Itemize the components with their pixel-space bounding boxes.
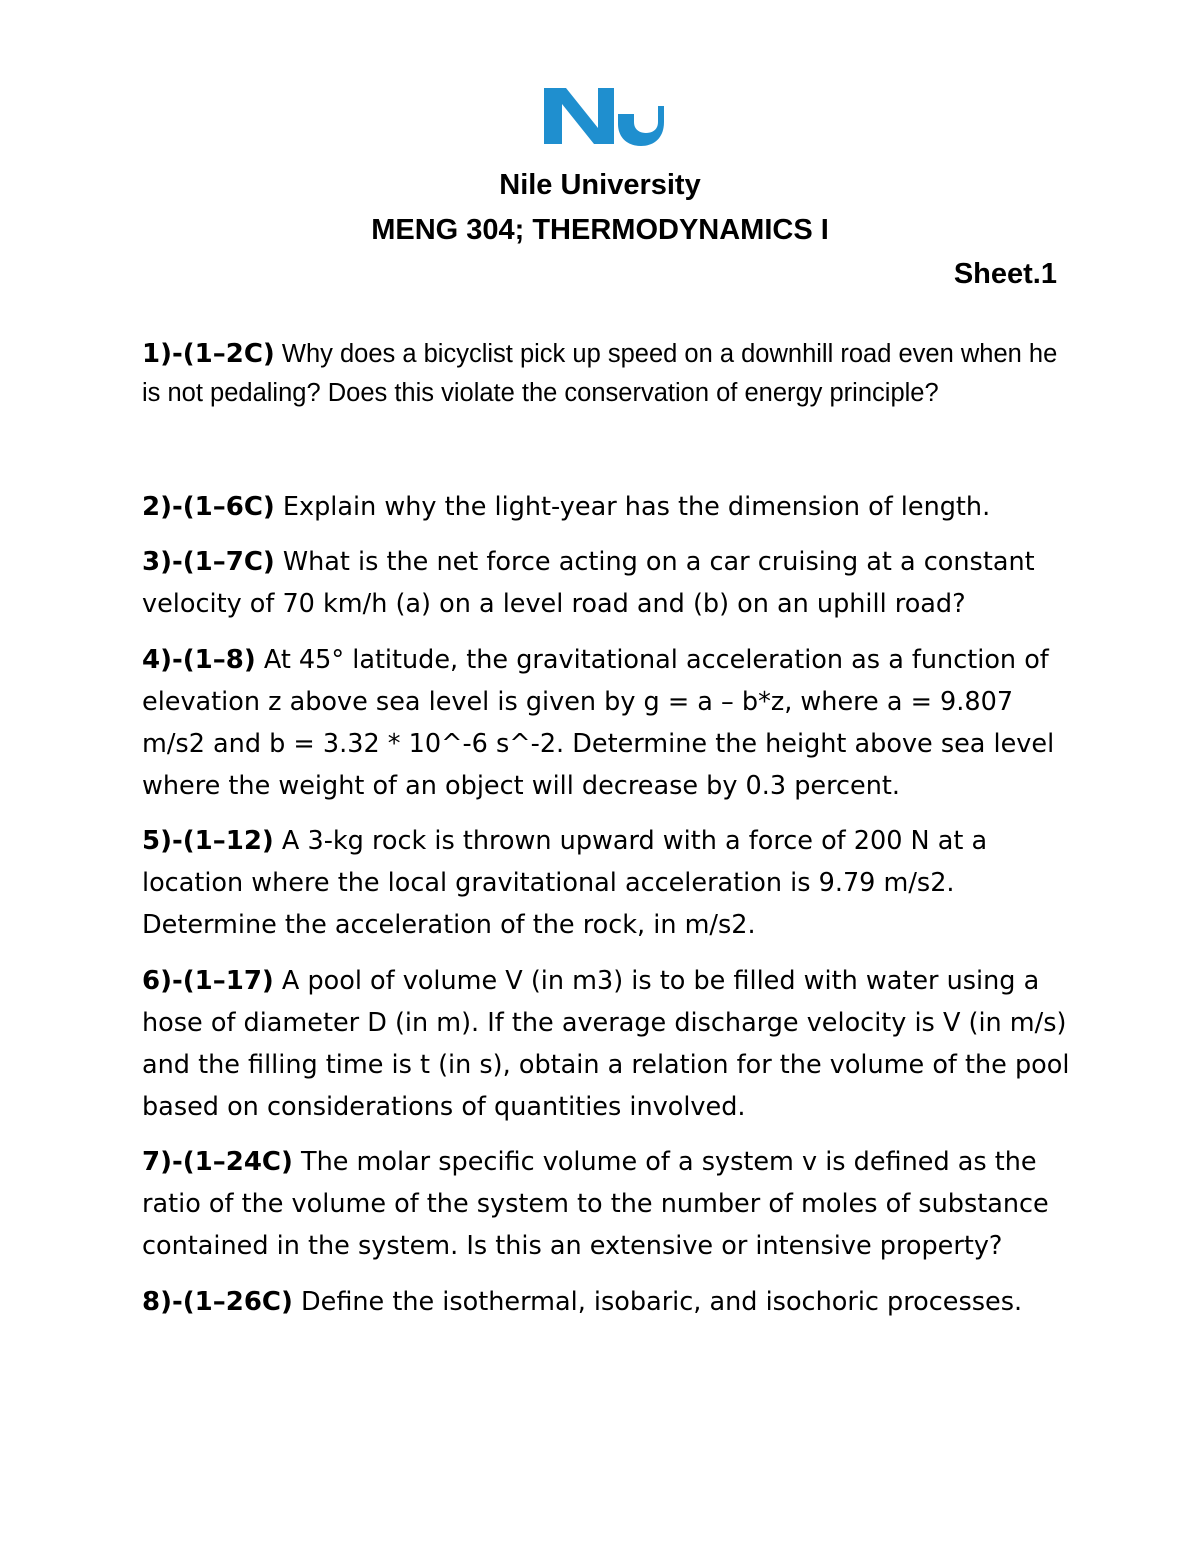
- question-text: The molar specific volume of a system v is defined as the ratio of the volume of the system to the number of moles of substance contained in the system. Is this an extensive or intensive property?: [142, 1147, 1049, 1261]
- logo-letter-n: [544, 88, 614, 144]
- university-name: Nile University: [499, 169, 701, 201]
- question-item: [142, 334, 1072, 412]
- question-text: A 3-kg rock is thrown upward with a force of 200 N at a location where the local gravitational acceleration is 9.79 m/s2. Determine the acceleration of the rock, in m/s2.: [142, 826, 988, 940]
- question-number: 2)-(1–6C): [142, 492, 275, 522]
- nile-university-logo: [540, 84, 666, 148]
- question-text: Define the isothermal, isobaric, and isochoric processes.: [292, 1287, 1023, 1317]
- question-number: 4)-(1–8): [142, 645, 256, 675]
- question-item: [142, 960, 1072, 1128]
- question-number: 1)-(1–2C): [142, 339, 275, 369]
- question-number: 3)-(1–7C): [142, 547, 275, 577]
- question-text: Why does a bicyclist pick up speed on a downhill road even when he is not pedaling? Does this violate the conservation of energy principle?: [142, 340, 1058, 407]
- question-number: 5)-(1–12): [142, 826, 274, 856]
- question-number: 7)-(1–24C): [142, 1147, 293, 1177]
- question-item: [142, 1141, 1072, 1267]
- question-number: 8)-(1–26C): [142, 1287, 293, 1317]
- question-number: 6)-(1–17): [142, 966, 274, 996]
- question-item: [142, 486, 1072, 528]
- question-text: What is the net force acting on a car cruising at a constant velocity of 70 km/h (a) on a level road and (b) on an uphill road?: [142, 547, 1035, 619]
- question-item: [142, 820, 1072, 946]
- sheet-label: Sheet.1: [953, 258, 1057, 290]
- question-item: [142, 1281, 1072, 1323]
- question-item: [142, 639, 1072, 807]
- question-text: Explain why the light-year has the dimension of length.: [274, 492, 991, 522]
- logo-letter-u: [618, 106, 664, 146]
- question-text: At 45° latitude, the gravitational acceleration as a function of elevation z above sea level is given by g = a – b*z, where a = 9.807 m/s2 and b = 3.32 * 10^-6 s^-2. Determine the height above sea level where the weight of an object will decrease by 0.3 percent.: [142, 645, 1055, 801]
- course-title: MENG 304; THERMODYNAMICS I: [371, 214, 829, 246]
- question-item: [142, 541, 1072, 625]
- question-text: A pool of volume V (in m3) is to be filled with water using a hose of diameter D (in m). If the average discharge velocity is V (in m/s) and the filling time is t (in s), obtain a relation for the volume of the pool based on considerations of quantities involved.: [142, 966, 1070, 1122]
